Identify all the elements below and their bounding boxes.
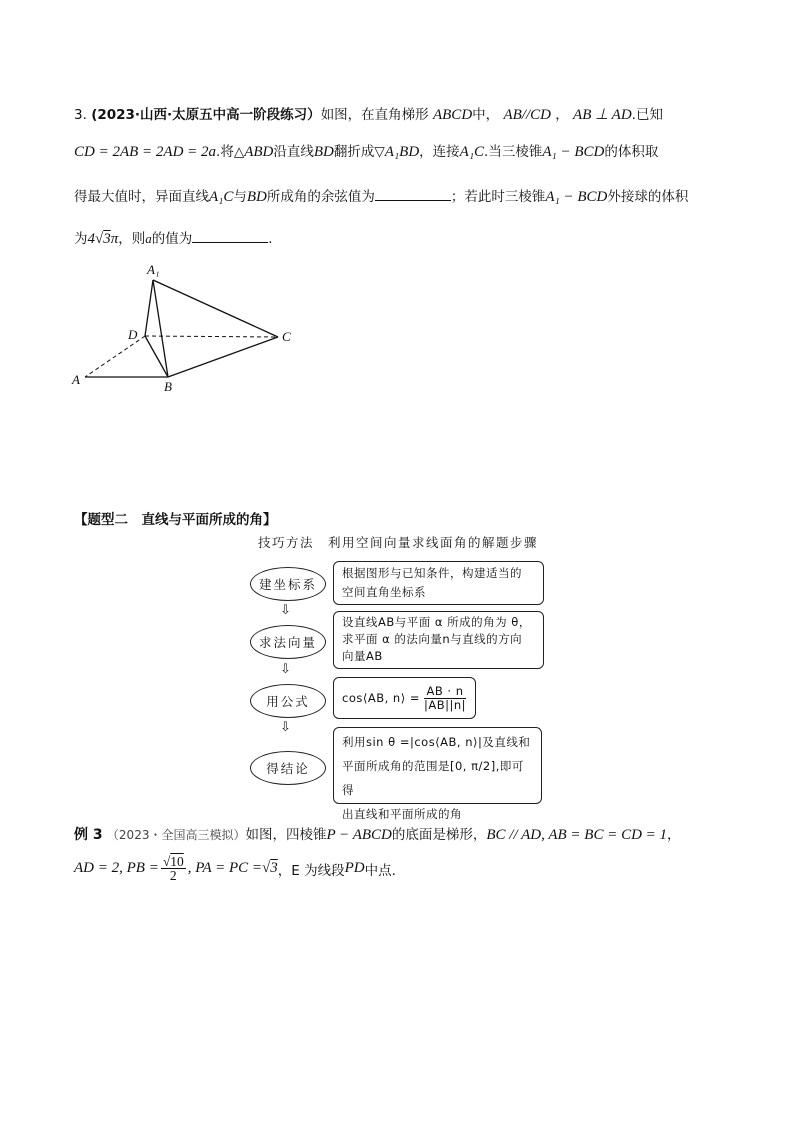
- math-bd: BD: [246, 189, 267, 205]
- math-fraction: [161, 855, 186, 882]
- label-d: D: [128, 327, 138, 342]
- formula-cos: cos⟨AB, n⟩ =: [342, 690, 420, 705]
- problem3-line3: [74, 185, 688, 206]
- section-title: 【题型二 直线与平面所成的角】: [74, 512, 277, 528]
- flow-step-4: [250, 751, 326, 785]
- example-label: 例 3: [74, 827, 103, 843]
- math-condition: AD = 2, PB =: [74, 860, 159, 876]
- formula-fraction: [424, 685, 466, 712]
- answer-blank-1[interactable]: [375, 188, 451, 201]
- answer-blank-2[interactable]: [192, 230, 268, 243]
- math-pyramid: A₁ − BCD: [545, 189, 608, 205]
- box-text: 平面所成角的范围是: [342, 759, 450, 773]
- flow-step-label: 建坐标系: [258, 577, 317, 592]
- problem-text: 得最大值时，异面直线: [74, 189, 209, 205]
- math-abd: ABD: [244, 144, 274, 160]
- flow-step-1: [250, 567, 326, 601]
- flow-step-3: [250, 684, 326, 718]
- problem-text: 的体积取: [604, 144, 659, 160]
- fraction-numerator: √10: [162, 854, 184, 869]
- math-a1bd: A₁BD: [384, 144, 420, 160]
- box-text: 设直线AB与平面 α 所成的角为 θ，: [342, 615, 531, 629]
- problem-text: 的值为: [151, 231, 193, 247]
- sqrt-sign: √3: [262, 860, 278, 876]
- edge-bc: [168, 337, 278, 377]
- problem-text: .当三棱锥: [484, 144, 543, 160]
- problem-text: .将△: [216, 144, 245, 160]
- pyramid-figure: [60, 260, 310, 400]
- math-perp: AB ⊥ AD: [573, 107, 632, 123]
- flow-box-2: [333, 611, 544, 669]
- math-pyramid: A₁ − BCD: [542, 144, 605, 160]
- problem-text: 如图，在直角梯形: [320, 107, 429, 123]
- box-text: 利用sin θ =|cos⟨AB, n⟩|及直线和: [342, 735, 531, 749]
- arrow-down-icon: ⇩: [280, 603, 291, 618]
- example-text: 中点.: [364, 862, 396, 879]
- math-condition: BC // AD, AB = BC = CD = 1: [486, 827, 668, 843]
- example3-line2: [74, 855, 396, 882]
- problem-text: ；若此时三棱锥: [450, 189, 546, 205]
- problem-text: 外接球的体积: [607, 189, 689, 205]
- problem-text: 翻折成▽: [333, 144, 385, 160]
- math-abcd: ABCD: [432, 107, 473, 123]
- box-text: ,即可得: [342, 759, 524, 797]
- flow-step-label: 求法向量: [258, 635, 317, 650]
- edge-a1c: [153, 280, 278, 337]
- formula-denominator: |AB||n|: [423, 697, 467, 712]
- problem-text: .已知: [631, 107, 663, 123]
- edge-dc-dashed: [145, 336, 278, 337]
- math-pd: PD: [344, 860, 365, 876]
- math-equation: CD = 2AB = 2AD = 2a: [74, 144, 217, 160]
- problem-number: 3.: [74, 107, 87, 123]
- formula-numerator: AB · n: [424, 685, 466, 699]
- section-subtitle: 技巧方法 利用空间向量求线面角的解题步骤: [258, 535, 539, 550]
- flow-box-3: [333, 677, 476, 719]
- edge-da-dashed: [85, 336, 145, 377]
- problem-text: .: [268, 231, 273, 247]
- math-parallel: AB//CD: [503, 107, 551, 123]
- problem3-line1: [74, 103, 663, 124]
- problem-text: ，则: [118, 231, 146, 247]
- problem-text: 所成角的余弦值为: [266, 189, 375, 205]
- problem-text: 为: [74, 231, 88, 247]
- arrow-down-icon: ⇩: [280, 720, 291, 735]
- flow-box-4: [333, 727, 542, 821]
- problem-text: 与: [233, 189, 247, 205]
- label-a1: A₁: [147, 262, 160, 277]
- punct: ，: [667, 827, 681, 843]
- math-a: a: [145, 231, 152, 246]
- problem-text: 沿直线: [273, 144, 314, 160]
- example-text: 如图，四棱锥: [245, 827, 327, 843]
- box-text: 向量AB: [342, 649, 383, 663]
- sqrt-sign: √3: [95, 231, 111, 247]
- flow-box-1: [333, 561, 544, 605]
- math-bd: BD: [313, 144, 334, 160]
- math-radicand: 3: [103, 231, 111, 247]
- example-text: 的底面是梯形，: [391, 827, 487, 843]
- math-pyramid: P − ABCD: [326, 827, 392, 843]
- math-a1c: A₁C: [459, 144, 485, 160]
- edge-a1d: [145, 280, 153, 336]
- math-radicand: 3: [270, 860, 278, 876]
- math-pi: π: [110, 231, 119, 247]
- math-radicand: 10: [170, 854, 184, 869]
- flow-step-label: 得结论: [266, 761, 310, 776]
- problem-text: 中，: [472, 107, 500, 123]
- problem-source: (2023·山西·太原五中高一阶段练习）: [91, 107, 321, 123]
- flow-step-2: [250, 625, 326, 659]
- range-interval: [0, π/2]: [450, 759, 496, 773]
- label-c: C: [282, 329, 291, 344]
- box-text: 求平面 α 的法向量n与直线的方向: [342, 632, 523, 646]
- math-a1c: A₁C: [209, 189, 234, 205]
- example3-line1: [74, 823, 681, 844]
- label-a: A: [72, 372, 80, 387]
- problem3-line2: [74, 140, 658, 161]
- flow-step-label: 用公式: [266, 694, 310, 709]
- box-text: 出直线和平面所成的角: [342, 807, 462, 821]
- example-source: （2023・全国高三模拟）: [106, 828, 246, 842]
- problem-text: ，连接: [419, 144, 460, 160]
- label-b: B: [164, 379, 172, 394]
- arrow-down-icon: ⇩: [280, 662, 291, 677]
- box-text: 根据图形与已知条件，构建适当的: [342, 566, 522, 580]
- problem3-line4: [74, 227, 273, 248]
- box-text: 空间直角坐标系: [342, 585, 426, 599]
- fraction-denominator: 2: [169, 868, 177, 883]
- example-text: ，E 为线段: [277, 862, 345, 879]
- math-coef: 4: [87, 231, 95, 247]
- math-condition: , PA = PC =: [187, 860, 263, 876]
- punct: ，: [555, 107, 569, 123]
